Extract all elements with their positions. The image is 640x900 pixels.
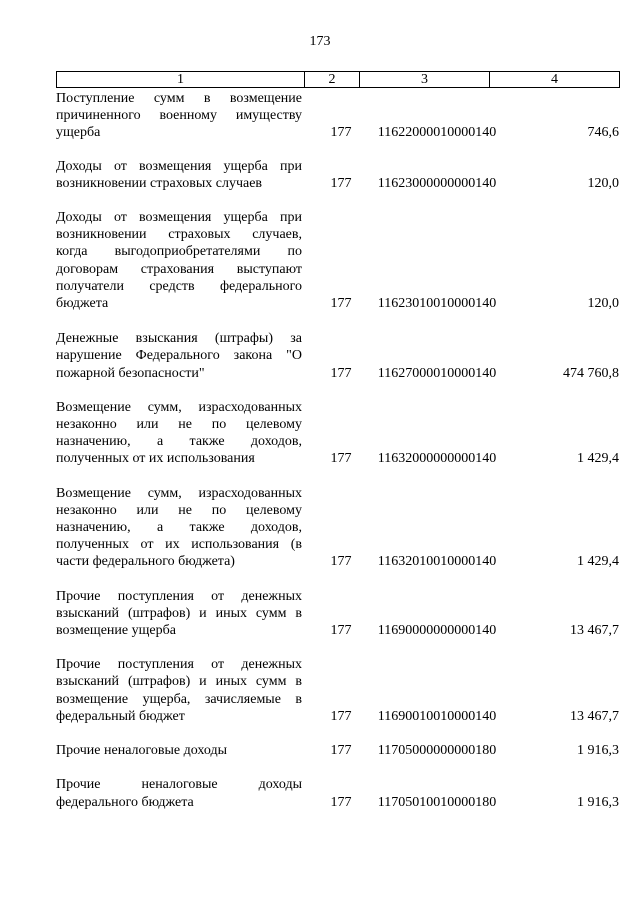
row-amount: 13 467,7: [570, 708, 619, 724]
row-name-line: назначению, а также доходов,: [56, 520, 302, 536]
row-name-line: Возмещение сумм, израсходованных: [56, 485, 302, 501]
row-name-last-line: части федерального бюджета): [56, 554, 235, 570]
row-name-last-line: пожарной безопасности": [56, 365, 205, 381]
row-name-line: взысканий (штрафов) и иных сумм в: [56, 674, 302, 690]
page-number: 173: [309, 34, 331, 49]
row-admin-code: 177: [330, 175, 352, 191]
row-name-line: Денежные взыскания (штрафы) за: [56, 331, 302, 347]
row-amount: 13 467,7: [570, 623, 619, 639]
row-name-last-line: Прочие неналоговые доходы: [56, 743, 228, 759]
row-name-line: полученных от их использования (в: [56, 537, 302, 553]
row-budget-code: 11623010010000140: [377, 296, 497, 312]
row-name: [56, 330, 302, 382]
table-row: [56, 330, 619, 382]
row-name-last-line: бюджета: [56, 296, 109, 312]
row-name-line: возникновении страховых случаев,: [56, 227, 302, 243]
row-budget-code: 11623000000000140: [377, 175, 497, 191]
table-row: [56, 776, 619, 810]
row-name-line: возмещение ущерба, зачисляемые в: [56, 691, 302, 707]
table-row: [56, 209, 619, 312]
row-budget-code: 11705000000000180: [377, 743, 497, 759]
row-admin-code: 177: [330, 296, 352, 312]
table-row: [56, 399, 619, 468]
row-budget-code: 11632010010000140: [377, 554, 497, 570]
row-admin-code: 177: [330, 451, 352, 467]
row-name-line: Возмещение сумм, израсходованных: [56, 399, 302, 415]
row-budget-code: 11632000000000140: [377, 451, 497, 467]
row-amount: 1 429,4: [577, 554, 619, 570]
row-name-line: незаконно или не по целевому: [56, 417, 302, 433]
table-row: [56, 656, 619, 725]
row-name-last-line: федерального бюджета: [56, 794, 194, 810]
column-header-table: [56, 71, 620, 88]
column-header-2: 2: [305, 72, 360, 88]
row-name-last-line: ущерба: [56, 125, 101, 141]
row-amount: 1 916,3: [577, 794, 619, 810]
row-amount: 746,6: [587, 125, 619, 141]
row-name-last-line: федеральный бюджет: [56, 708, 185, 724]
row-name: [56, 588, 302, 640]
row-admin-code: 177: [330, 623, 352, 639]
row-name: [56, 742, 302, 759]
row-name-line: Доходы от возмещения ущерба при: [56, 210, 302, 226]
row-amount: 120,0: [587, 296, 619, 312]
row-name: [56, 656, 302, 725]
row-budget-code: 11690010010000140: [377, 708, 497, 724]
row-name-line: взысканий (штрафов) и иных сумм в: [56, 605, 302, 621]
row-budget-code: 11627000010000140: [377, 365, 497, 381]
table-row: [56, 742, 619, 759]
row-name: [56, 399, 302, 468]
row-name-line: Прочие поступления от денежных: [56, 657, 302, 673]
row-name: [56, 90, 302, 142]
row-name-line: получатели средств федерального: [56, 278, 302, 294]
table-row: [56, 485, 619, 571]
column-header-row: [57, 72, 620, 88]
row-name-line: причиненного военному имуществу: [56, 108, 302, 124]
row-name-line: Прочие неналоговые доходы: [56, 777, 302, 793]
income-rows: [56, 90, 619, 811]
row-name-last-line: возмещение ущерба: [56, 623, 176, 639]
row-budget-code: 11705010010000180: [377, 794, 497, 810]
row-admin-code: 177: [330, 743, 352, 759]
row-name-line: Прочие поступления от денежных: [56, 588, 302, 604]
row-name-line: нарушение Федерального закона "О: [56, 348, 302, 364]
row-name-line: Поступление сумм в возмещение: [56, 91, 302, 106]
column-header-3: 3: [360, 72, 490, 88]
column-header-4: 4: [490, 72, 620, 88]
row-amount: 120,0: [587, 175, 619, 191]
row-name-last-line: полученных от их использования: [56, 451, 255, 467]
row-admin-code: 177: [330, 794, 352, 810]
row-name: [56, 485, 302, 571]
row-name-line: когда выгодоприобретателями по: [56, 244, 302, 260]
row-admin-code: 177: [330, 125, 352, 141]
row-name-line: договорам страхования выступают: [56, 261, 302, 277]
table-row: [56, 588, 619, 640]
row-admin-code: 177: [330, 708, 352, 724]
row-name-line: незаконно или не по целевому: [56, 502, 302, 518]
row-name-line: Доходы от возмещения ущерба при: [56, 158, 302, 174]
row-amount: 1 429,4: [577, 451, 619, 467]
table-row: [56, 158, 619, 192]
row-amount: 474 760,8: [563, 365, 619, 381]
row-admin-code: 177: [330, 365, 352, 381]
table-row: [56, 90, 619, 142]
column-header-1: 1: [57, 72, 305, 88]
row-name: [56, 776, 302, 810]
row-name-line: назначению, а также доходов,: [56, 434, 302, 450]
row-name-last-line: возникновении страховых случаев: [56, 175, 263, 191]
row-amount: 1 916,3: [577, 743, 619, 759]
row-admin-code: 177: [330, 554, 352, 570]
row-budget-code: 11690000000000140: [377, 623, 497, 639]
row-name: [56, 209, 302, 312]
row-budget-code: 11622000010000140: [377, 125, 497, 141]
row-name: [56, 158, 302, 192]
